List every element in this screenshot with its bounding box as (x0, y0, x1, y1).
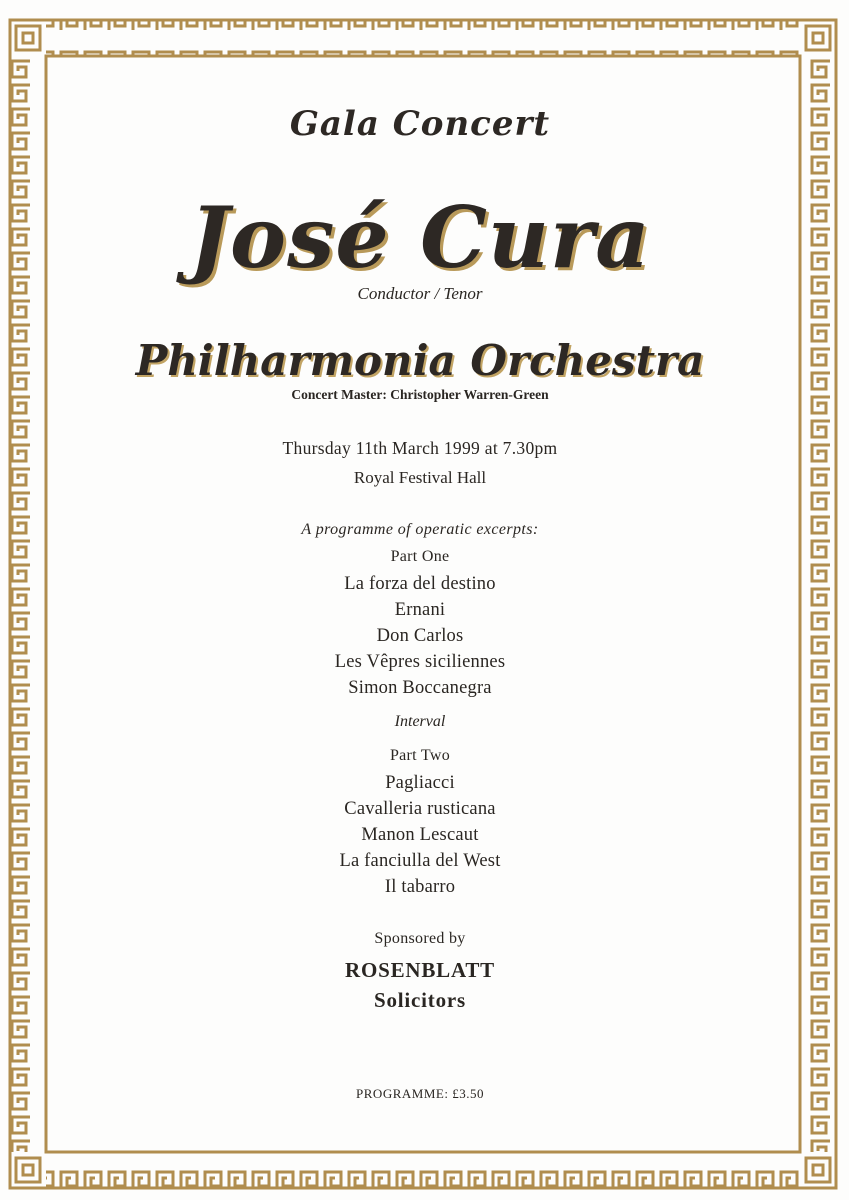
part-two-works (50, 770, 790, 900)
part-one-label: Part One (390, 548, 450, 565)
list-item: Simon Boccanegra (348, 678, 492, 698)
interval-label: Interval (394, 713, 446, 730)
concert-master: Concert Master: Christopher Warren-Green (291, 387, 549, 402)
sponsor-label: Sponsored by (374, 930, 466, 947)
part-one-works (50, 571, 790, 701)
programme-content (50, 0, 790, 1200)
list-item: Pagliacci (385, 773, 455, 793)
list-item: La forza del destino (344, 574, 496, 594)
list-item: Don Carlos (376, 626, 464, 646)
list-item: Les Vêpres siciliennes (334, 652, 506, 672)
list-item: Manon Lescaut (361, 825, 479, 845)
list-item: La fanciulla del West (339, 851, 501, 871)
programme-intro: A programme of operatic excerpts: (301, 521, 539, 538)
part-two-label: Part Two (389, 747, 451, 764)
event-title: Gala Concert (289, 104, 551, 144)
event-venue: Royal Festival Hall (353, 468, 487, 487)
event-datetime: Thursday 11th March 1999 at 7.30pm (282, 438, 558, 458)
list-item: Cavalleria rusticana (344, 799, 496, 819)
list-item: Ernani (394, 600, 446, 620)
orchestra-name: Philharmonia Orchestra (135, 336, 705, 385)
sponsor-subtitle: Solicitors (374, 988, 466, 1012)
programme-price: PROGRAMME: £3.50 (356, 1086, 484, 1101)
list-item: Il tabarro (384, 877, 456, 897)
performer-role: Conductor / Tenor (357, 284, 483, 303)
sponsor-name: ROSENBLATT (345, 958, 495, 982)
performer-name: José Cura (189, 188, 651, 287)
